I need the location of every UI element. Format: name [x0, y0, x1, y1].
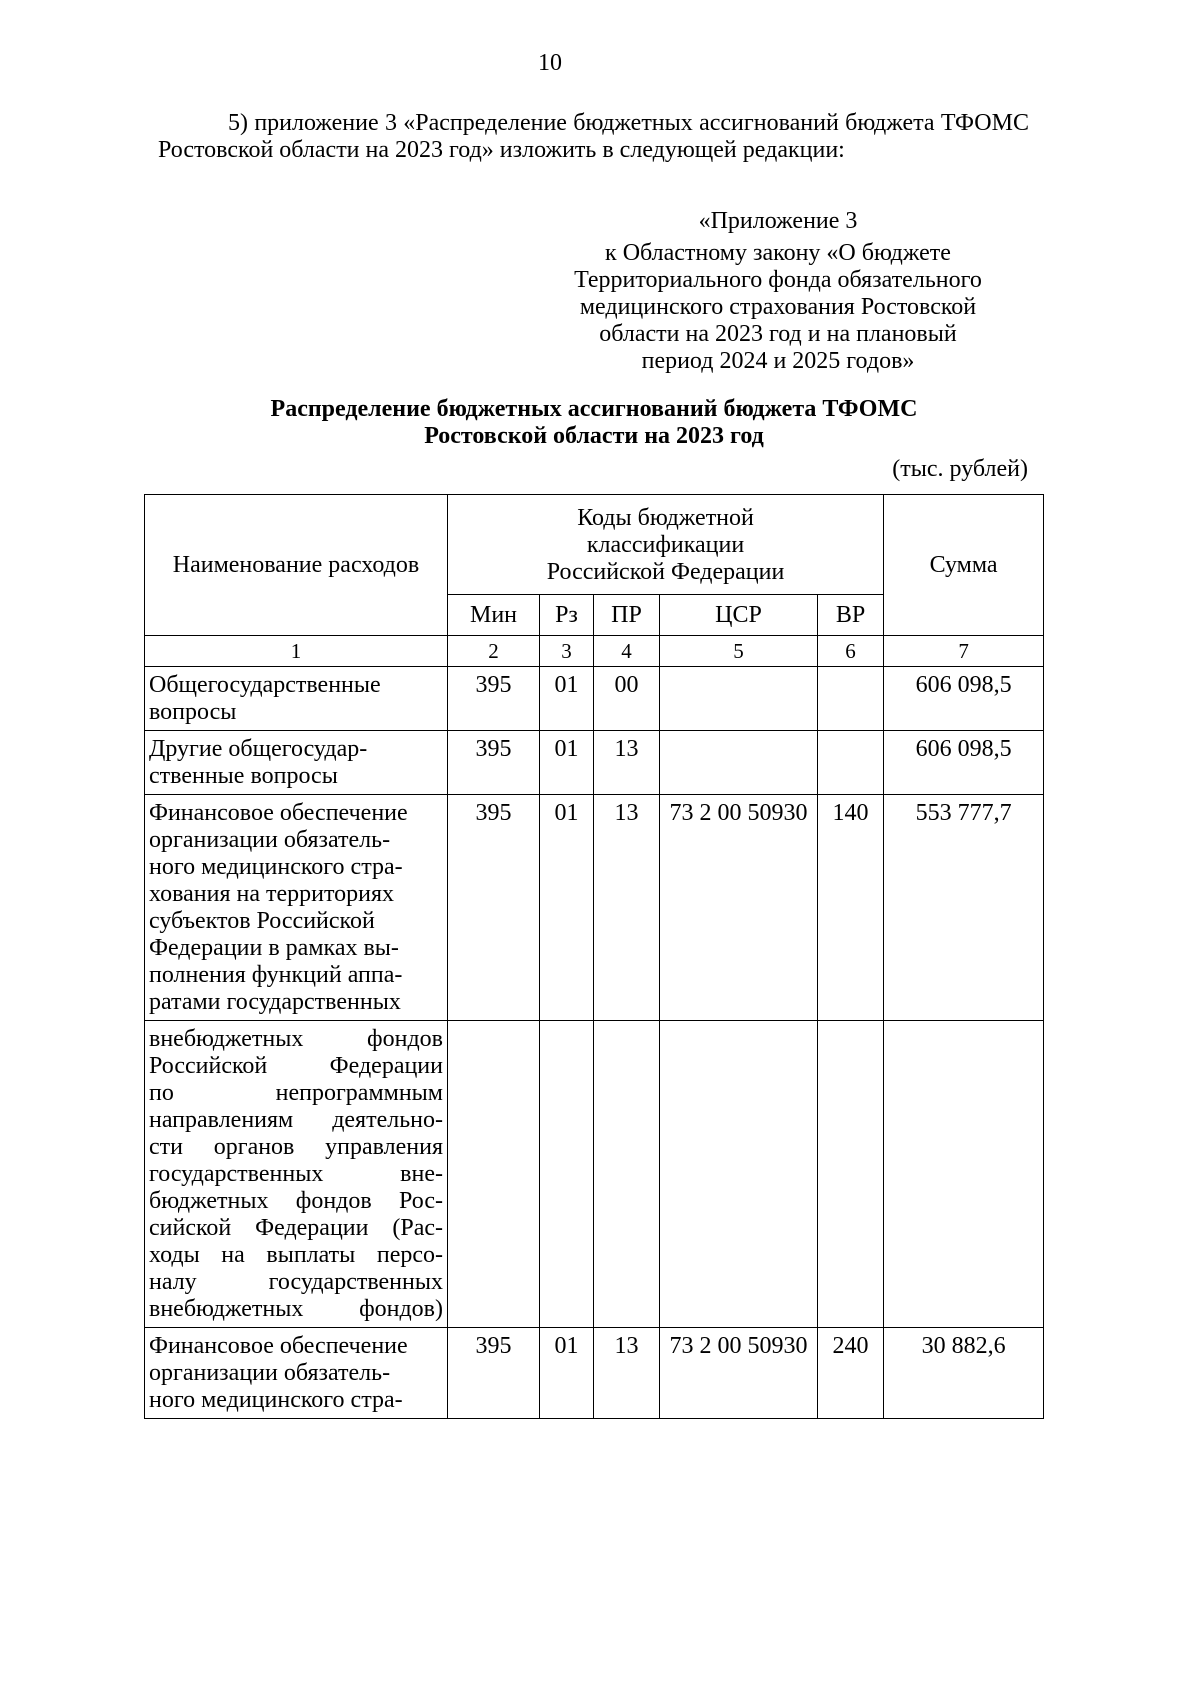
expense-name-line: налу государственных — [149, 1269, 443, 1295]
code-pr-cell: 00 — [594, 667, 660, 731]
expense-name-cell — [145, 795, 448, 1021]
code-pr-cell: 13 — [594, 731, 660, 795]
column-number: 7 — [884, 636, 1044, 667]
code-min-cell: 395 — [448, 1328, 540, 1419]
sum-cell: 606 098,5 — [884, 667, 1044, 731]
budget-table — [144, 494, 1044, 1419]
header-sum: Сумма — [884, 495, 1044, 636]
sum-cell: 30 882,6 — [884, 1328, 1044, 1419]
code-rz-cell — [540, 1021, 594, 1328]
annex-line: Территориального фонда обязательного — [574, 267, 982, 293]
header-codes-line: Коды бюджетной — [577, 504, 754, 531]
annex-title: «Приложение 3 — [698, 208, 858, 234]
units-label: (тыс. рублей) — [892, 456, 1028, 482]
expense-name-line: Федерации в рамках вы- — [149, 935, 399, 961]
expense-name-cell — [145, 1021, 448, 1328]
code-csr-cell: 73 2 00 50930 — [660, 795, 818, 1021]
expense-name-line: хования на территориях — [149, 881, 395, 907]
code-pr-cell: 13 — [594, 1328, 660, 1419]
header-min: Мин — [448, 595, 540, 636]
expense-name-line: сийской Федерации (Рас- — [149, 1215, 443, 1241]
amendment-line-2: ТФОМС Ростовской области на 2023 год» изложить в следующей редакции: — [158, 110, 1029, 163]
sum-cell: 553 777,7 — [884, 795, 1044, 1021]
header-name: Наименование расходов — [145, 495, 448, 636]
column-number: 1 — [145, 636, 448, 667]
annex-line: период 2024 и 2025 годов» — [641, 348, 915, 374]
expense-name-line: внебюджетных фондов) — [149, 1296, 443, 1322]
code-vr-cell — [818, 1021, 884, 1328]
expense-name-line: государственных вне- — [149, 1161, 443, 1187]
expense-name-cell — [145, 667, 448, 731]
expense-name-line: сти органов управления — [149, 1134, 443, 1160]
page-number: 10 — [538, 50, 562, 76]
header-pr: ПР — [594, 595, 660, 636]
sum-cell — [884, 1021, 1044, 1328]
header-row — [145, 495, 1044, 595]
expense-name-line: организации обязатель- — [149, 827, 391, 853]
code-csr-cell — [660, 731, 818, 795]
code-csr-cell: 73 2 00 50930 — [660, 1328, 818, 1419]
code-rz-cell: 01 — [540, 1328, 594, 1419]
code-rz-cell: 01 — [540, 795, 594, 1021]
code-csr-cell — [660, 667, 818, 731]
expense-name-line: полнения функций аппа- — [149, 962, 403, 988]
column-number: 5 — [660, 636, 818, 667]
expense-name-line: ного медицинского стра- — [149, 1387, 403, 1413]
table-title-line-2: Ростовской области на 2023 год — [424, 423, 764, 449]
table-title — [144, 396, 1044, 450]
table-row — [145, 1021, 1044, 1328]
code-rz-cell: 01 — [540, 731, 594, 795]
table-row — [145, 795, 1044, 1021]
expense-name-line: Российской Федерации — [149, 1053, 443, 1079]
column-number: 2 — [448, 636, 540, 667]
code-rz-cell: 01 — [540, 667, 594, 731]
expense-name-line: бюджетных фондов Рос- — [149, 1188, 443, 1214]
table-row — [145, 667, 1044, 731]
code-min-cell: 395 — [448, 795, 540, 1021]
expense-name-line: Общегосударственные — [149, 672, 381, 698]
expense-name-line: субъектов Российской — [149, 908, 375, 934]
expense-name-line: ственные вопросы — [149, 763, 338, 789]
code-pr-cell: 13 — [594, 795, 660, 1021]
expense-name-line: Другие общегосудар- — [149, 736, 368, 762]
column-number-row — [145, 636, 1044, 667]
code-csr-cell — [660, 1021, 818, 1328]
annex-line: области на 2023 год и на плановый — [599, 321, 957, 347]
header-csr: ЦСР — [660, 595, 818, 636]
expense-name-line: вопросы — [149, 699, 237, 725]
expense-name-line: Финансовое обеспечение — [149, 800, 408, 826]
expense-name-line: организации обязатель- — [149, 1360, 391, 1386]
expense-name-line: внебюджетных фондов — [149, 1026, 443, 1052]
code-vr-cell — [818, 667, 884, 731]
header-codes-line: классификации — [586, 531, 745, 558]
header-codes-line: Российской Федерации — [546, 558, 785, 585]
expense-name-line: по непрограммным — [149, 1080, 443, 1106]
table-row — [145, 1328, 1044, 1419]
table-row — [145, 731, 1044, 795]
amendment-paragraph — [158, 110, 1029, 164]
expense-name-line: ратами государственных — [149, 989, 401, 1015]
column-number: 3 — [540, 636, 594, 667]
code-vr-cell: 240 — [818, 1328, 884, 1419]
code-vr-cell: 140 — [818, 795, 884, 1021]
annex-header — [548, 208, 1008, 375]
expense-name-cell — [145, 1328, 448, 1419]
expense-name-line: Финансовое обеспечение — [149, 1333, 408, 1359]
expense-name-line: ходы на выплаты персо- — [149, 1242, 443, 1268]
expense-name-line: ного медицинского стра- — [149, 854, 403, 880]
code-min-cell: 395 — [448, 731, 540, 795]
code-min-cell — [448, 1021, 540, 1328]
amendment-line-1: 5) приложение 3 «Распределение бюджетных ассигнований бюджета — [228, 110, 935, 136]
annex-line: к Областному закону «О бюджете — [605, 240, 951, 266]
header-codes-group — [448, 495, 884, 595]
sum-cell: 606 098,5 — [884, 731, 1044, 795]
table-title-line-1: Распределение бюджетных ассигнований бюджета ТФОМС — [270, 396, 918, 422]
code-vr-cell — [818, 731, 884, 795]
column-number: 6 — [818, 636, 884, 667]
expense-name-line: направлениям деятельно- — [149, 1107, 443, 1133]
header-rz: Рз — [540, 595, 594, 636]
expense-name-cell — [145, 731, 448, 795]
column-number: 4 — [594, 636, 660, 667]
code-pr-cell — [594, 1021, 660, 1328]
code-min-cell: 395 — [448, 667, 540, 731]
header-vr: ВР — [818, 595, 884, 636]
annex-line: медицинского страхования Ростовской — [579, 294, 977, 320]
